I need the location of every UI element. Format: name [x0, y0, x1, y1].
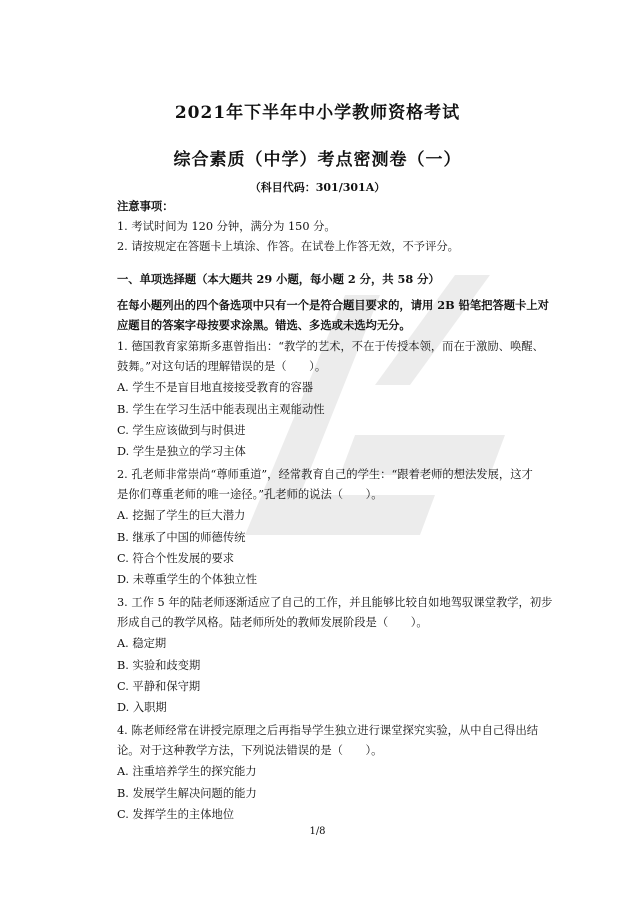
section-instruction: 应题目的答案字母按要求涂黑。错选、多选或未选均无分。	[117, 318, 411, 332]
question-option: A. 挖掘了学生的巨大潜力	[117, 509, 246, 522]
question-option: A. 稳定期	[117, 637, 167, 650]
question-option: C. 符合个性发展的要求	[117, 552, 235, 565]
question-option: C. 学生应该做到与时俱进	[117, 424, 246, 437]
question-option: D. 未尊重学生的个体独立性	[117, 573, 258, 586]
page-number: 1/8	[309, 826, 326, 837]
question-option: B. 继承了中国的师德传统	[117, 531, 246, 544]
question-stem: 鼓舞。”对这句话的理解错误的是（ ）。	[117, 360, 327, 373]
subject-code: （科目代码：301/301A）	[249, 181, 386, 194]
exam-subtitle: 综合素质（中学）考点密测卷（一）	[173, 150, 462, 170]
question-stem: 3. 工作 5 年的陆老师逐渐适应了自己的工作，并且能够比较自如地驾驭课堂教学，初步	[117, 596, 553, 609]
question-option: C. 发挥学生的主体地位	[117, 808, 235, 821]
question-option: B. 实验和歧变期	[117, 659, 201, 672]
exam-title: 2021年下半年中小学教师资格考试	[174, 103, 461, 123]
question-stem: 是你们尊重老师的唯一途径。”孔老师的说法（ ）。	[117, 488, 383, 501]
note-item: 2. 请按规定在答题卡上填涂、作答。在试卷上作答无效，不予评分。	[117, 240, 459, 253]
section-heading: 一、单项选择题（本大题共 29 小题，每小题 2 分，共 58 分）	[117, 272, 440, 286]
question-stem: 形成自己的教学风格。陆老师所处的教师发展阶段是（ ）。	[117, 616, 428, 629]
question-option: A. 注重培养学生的探究能力	[117, 765, 257, 778]
section-instruction: 在每小题列出的四个备选项中只有一个是符合题目要求的，请用 2B 铅笔把答题卡上对	[117, 298, 549, 312]
question-stem: 4. 陈老师经常在讲授完原理之后再指导学生独立进行课堂探究实验，从中自己得出结	[117, 724, 539, 737]
question-option: B. 发展学生解决问题的能力	[117, 787, 257, 800]
notes-heading: 注意事项：	[117, 199, 174, 213]
question-stem: 1. 德国教育家第斯多惠曾指出：“教学的艺术，不在于传授本领，而在于激励、唤醒、	[117, 340, 544, 353]
question-option: C. 平静和保守期	[117, 680, 201, 693]
question-option: B. 学生在学习生活中能表现出主观能动性	[117, 403, 325, 416]
question-stem: 论。对于这种教学方法，下列说法错误的是（ ）。	[117, 744, 383, 757]
question-option: D. 学生是独立的学习主体	[117, 445, 246, 458]
question-stem: 2. 孔老师非常崇尚“尊师重道”，经常教育自己的学生：“跟着老师的想法发展，这才	[117, 468, 533, 481]
question-option: A. 学生不是盲目地直接接受教育的容器	[117, 381, 314, 394]
question-option: D. 入职期	[117, 701, 167, 714]
note-item: 1. 考试时间为 120 分钟，满分为 150 分。	[117, 220, 336, 233]
